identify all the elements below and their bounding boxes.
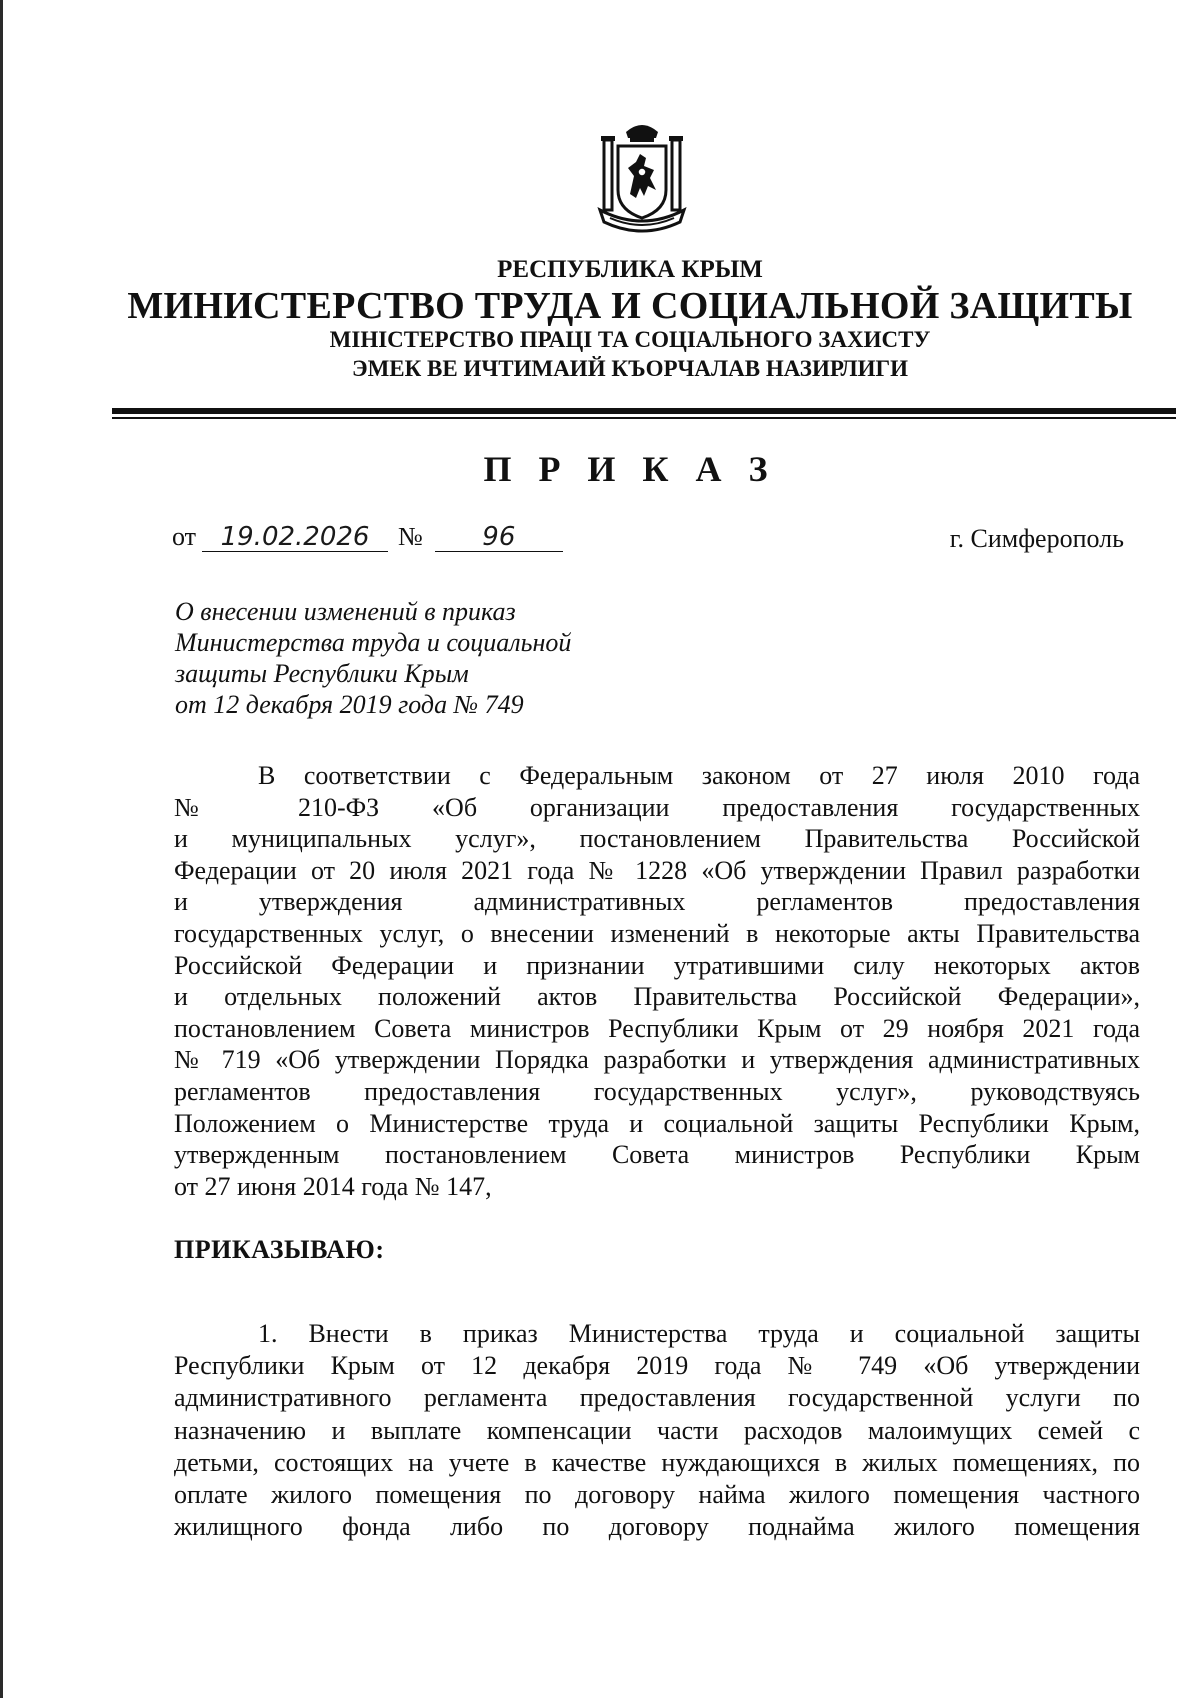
date-label: от <box>172 522 197 551</box>
ministry-name-ukrainian: МІНІСТЕРСТВО ПРАЦІ ТА СОЦІАЛЬНОГО ЗАХИСТУ <box>329 327 931 352</box>
subject-line: Министерства труда и социальной <box>175 628 572 657</box>
preamble-line: № 210-ФЗ «Об организации предоставления государственных <box>174 792 1140 822</box>
preamble-line: Федерации от 20 июля 2021 года № 1228 «Об утверждении Правил разработки <box>174 855 1140 885</box>
preamble-line: В соответствии с Федеральным законом от 27 июля 2010 года <box>258 761 1140 790</box>
scan-border <box>0 0 3 1698</box>
ministry-name-crimean-tatar: ЭМЕК ВЕ ИЧТИМАИЙ КЪОРЧАЛАВ НАЗИРЛИГИ <box>351 356 908 381</box>
republic-name: РЕСПУБЛИКА КРЫМ <box>497 256 763 283</box>
preamble-line: регламентов предоставления государственных услуг», руководствуясь <box>174 1076 1140 1106</box>
preamble-line: от 27 июня 2014 года № 147, <box>174 1171 492 1201</box>
document-title: П Р И К А З <box>483 449 777 489</box>
order-number: 96 <box>435 523 563 552</box>
order-date: 19.02.2026 <box>202 523 388 552</box>
header-divider-thin <box>112 417 1176 419</box>
number-label: № <box>398 522 423 551</box>
item-1-paragraph <box>174 1318 1140 1543</box>
preamble-paragraph <box>174 760 1140 1202</box>
preamble-line: государственных услуг, о внесении изменений в некоторые акты Правительства <box>174 918 1140 948</box>
preamble-line: и отдельных положений актов Правительства Российской Федерации», <box>174 982 1140 1012</box>
item-line: Республики Крым от 12 декабря 2019 года № 749 «Об утверждении <box>174 1351 1140 1381</box>
preamble-line: утвержденным постановлением Совета министров Республики Крым <box>174 1140 1140 1170</box>
decree-heading: ПРИКАЗЫВАЮ: <box>174 1235 385 1264</box>
subject-line: защиты Республики Крым <box>175 659 469 688</box>
preamble-line: и муниципальных услуг», постановлением Правительства Российской <box>174 824 1140 854</box>
preamble-line: Российской Федерации и признании утратившими силу некоторых актов <box>174 950 1140 980</box>
order-subject <box>175 596 571 720</box>
item-line: 1. Внести в приказ Министерства труда и социальной защиты <box>258 1319 1140 1348</box>
item-line: жилищного фонда либо по договору поднайма жилого помещения <box>174 1512 1140 1542</box>
item-line: назначению и выплате компенсации части расходов малоимущих семей с <box>174 1415 1140 1445</box>
item-line: административного регламента предоставления государственной услуги по <box>174 1383 1140 1413</box>
subject-line: О внесении изменений в приказ <box>175 597 516 626</box>
ministry-name: МИНИСТЕРСТВО ТРУДА И СОЦИАЛЬНОЙ ЗАЩИТЫ <box>127 285 1133 327</box>
subject-line: от 12 декабря 2019 года № 749 <box>175 690 524 719</box>
header-divider-thick <box>112 408 1176 414</box>
item-line: детьми, состоящих на учете в качестве нуждающихся в жилых помещениях, по <box>174 1447 1140 1477</box>
item-line: оплате жилого помещения по договору найма жилого помещения частного <box>174 1480 1140 1510</box>
crimea-coat-of-arms-icon <box>596 118 688 240</box>
preamble-line: и утверждения административных регламентов предоставления <box>174 887 1140 917</box>
preamble-line: постановлением Совета министров Республики Крым от 29 ноября 2021 года <box>174 1013 1140 1043</box>
preamble-line: Положением о Министерстве труда и социальной защиты Республики Крым, <box>174 1108 1140 1138</box>
order-details <box>172 522 563 552</box>
city: г. Симферополь <box>949 524 1124 553</box>
preamble-line: № 719 «Об утверждении Порядка разработки и утверждения административных <box>174 1045 1140 1075</box>
